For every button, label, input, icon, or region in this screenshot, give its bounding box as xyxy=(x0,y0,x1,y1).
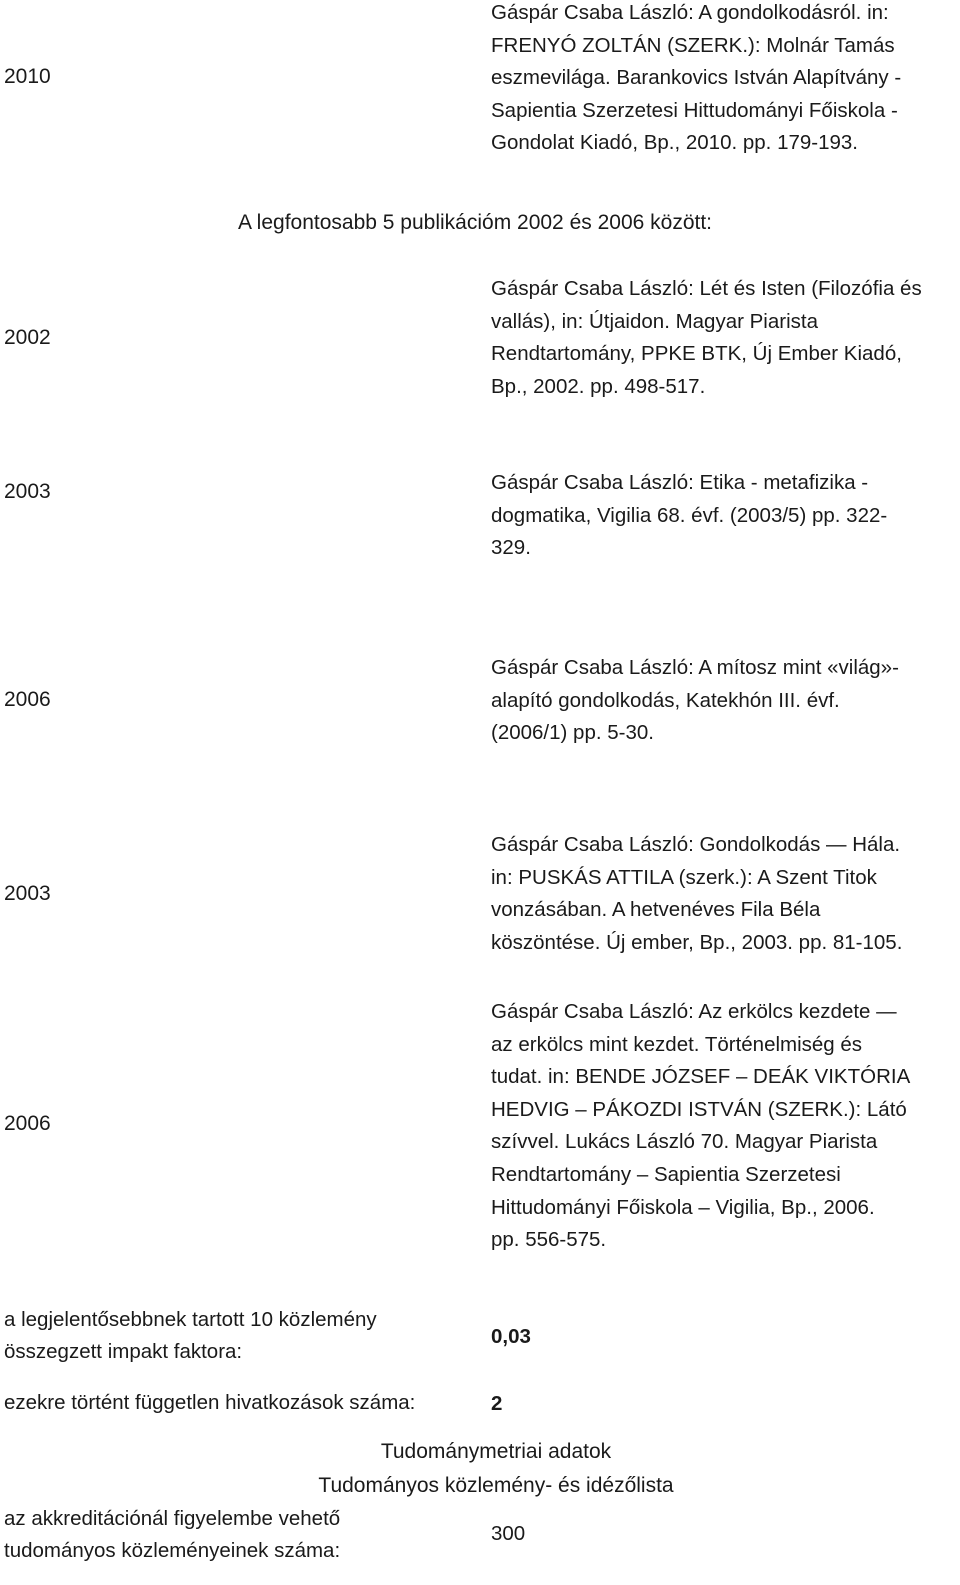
citation-line: HEDVIG – PÁKOZDI ISTVÁN (SZERK.): Látó xyxy=(491,1097,907,1121)
impact-factor-label xyxy=(4,1304,377,1368)
citation-line: vonzásában. A hetvenéves Fila Béla xyxy=(491,898,821,922)
citation-line: Gáspár Csaba László: A gondolkodásról. in: xyxy=(491,1,889,24)
citation-line: Gáspár Csaba László: Etika - metafizika - xyxy=(491,471,869,494)
publication-citation xyxy=(491,996,957,1257)
citation-line: 329. xyxy=(491,536,531,560)
scientometrics-title: Tudománymetriai adatok xyxy=(380,1440,612,1463)
top5-heading: A legfontosabb 5 publikációm 2002 és 2006 között: xyxy=(238,211,712,234)
scientometrics-subtitle: Tudományos közlemény- és idézőlista xyxy=(318,1474,674,1497)
publication-citation xyxy=(491,0,957,160)
citation-line: vallás), in: Útjaidon. Magyar Piarista xyxy=(491,309,818,333)
publication-citation xyxy=(491,829,957,959)
citation-line: szívvel. Lukács László 70. Magyar Piarista xyxy=(491,1130,878,1154)
citation-line: Gáspár Csaba László: A mítosz mint «világ»- xyxy=(491,656,899,679)
publication-year: 2002 xyxy=(4,326,51,349)
citation-line: Gondolat Kiadó, Bp., 2010. pp. 179-193. xyxy=(491,131,858,155)
publication-citation xyxy=(491,652,957,750)
citation-line: tudat. in: BENDE JÓZSEF – DEÁK VIKTÓRIA xyxy=(491,1065,911,1089)
citation-line: Rendtartomány, PPKE BTK, Új Ember Kiadó, xyxy=(491,342,902,366)
publication-year: 2003 xyxy=(4,882,51,905)
citation-line: Hittudományi Főiskola – Vigilia, Bp., 2006. xyxy=(491,1195,875,1219)
citation-line: Sapientia Szerzetesi Hittudományi Főiskola - xyxy=(491,98,898,122)
accredited-label-line: tudományos közleményeinek száma: xyxy=(4,1539,341,1562)
citation-line: Rendtartomány – Sapientia Szerzetesi xyxy=(491,1162,841,1186)
citation-line: pp. 556-575. xyxy=(491,1228,607,1252)
citations-label xyxy=(4,1387,415,1419)
accredited-label xyxy=(4,1503,340,1567)
publication-year: 2006 xyxy=(4,1112,51,1135)
citation-line: Gáspár Csaba László: Az erkölcs kezdete — xyxy=(491,1000,897,1023)
impact-label-line: összegzett impakt faktora: xyxy=(4,1340,243,1363)
citation-line: köszöntése. Új ember, Bp., 2003. pp. 81-105. xyxy=(491,930,903,954)
citation-line: Gáspár Csaba László: Lét és Isten (Filozófia és xyxy=(491,277,922,300)
citations-label-text: ezekre történt független hivatkozások száma: xyxy=(4,1391,416,1414)
publication-year: 2010 xyxy=(4,65,51,88)
accredited-value: 300 xyxy=(491,1522,526,1545)
citation-line: FRENYÓ ZOLTÁN (SZERK.): Molnár Tamás xyxy=(491,33,895,57)
citation-line: eszmevilága. Barankovics István Alapítvány - xyxy=(491,66,902,90)
accredited-label-line: az akkreditációnál figyelembe vehető xyxy=(4,1507,341,1530)
citation-line: Gáspár Csaba László: Gondolkodás — Hála. xyxy=(491,833,901,856)
citation-line: (2006/1) pp. 5-30. xyxy=(491,721,654,745)
publication-citation xyxy=(491,273,957,403)
citation-line: Bp., 2002. pp. 498-517. xyxy=(491,374,706,398)
citation-line: dogmatika, Vigilia 68. évf. (2003/5) pp. 322- xyxy=(491,503,888,527)
publication-citation xyxy=(491,467,957,565)
publication-year: 2003 xyxy=(4,480,51,503)
impact-factor-value: 0,03 xyxy=(491,1325,531,1348)
citation-line: in: PUSKÁS ATTILA (szerk.): A Szent Titok xyxy=(491,865,877,889)
citations-value: 2 xyxy=(491,1392,503,1415)
citation-line: az erkölcs mint kezdet. Történelmiség és xyxy=(491,1032,863,1056)
citation-line: alapító gondolkodás, Katekhón III. évf. xyxy=(491,688,840,712)
publication-year: 2006 xyxy=(4,688,51,711)
impact-label-line: a legjelentősebbnek tartott 10 közlemény xyxy=(4,1308,377,1331)
